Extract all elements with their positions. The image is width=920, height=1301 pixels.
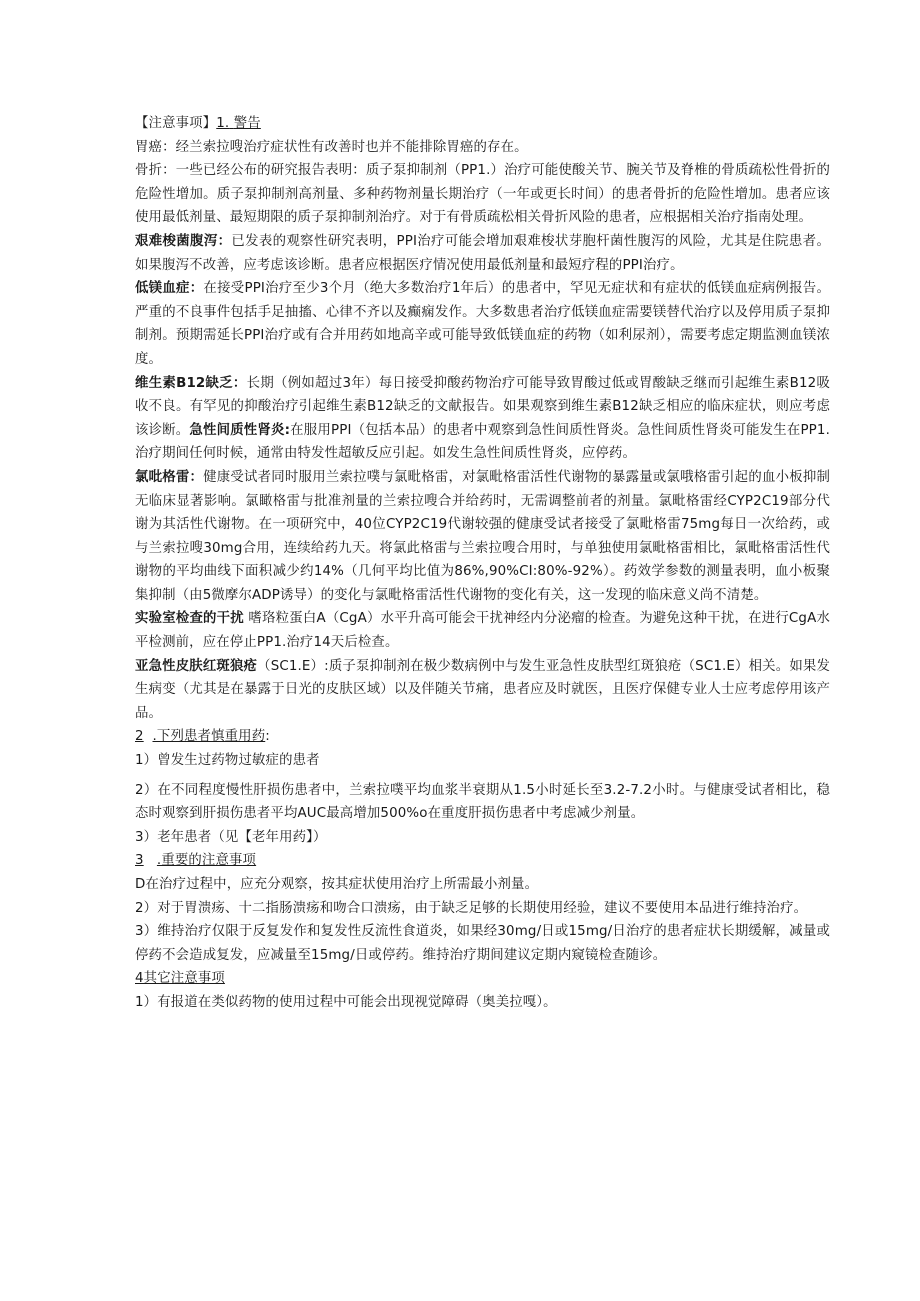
section-4-heading: 4其它注意事项 <box>135 971 225 987</box>
header-prefix: 【注意事项】 <box>135 116 217 131</box>
hypomagnesemia-heading: 低镁血症： <box>135 281 204 297</box>
scle-paragraph <box>135 655 830 726</box>
section-2-title: .下列患者慎重用药 <box>152 729 266 745</box>
scle-text: （SC1.E）:质子泵抑制剂在极少数病例中与发生亚急性皮肤型红斑狼疮（SC1.E）相关。如果发生病变（尤其是在暴露于日光的皮肤区域）以及伴随关节痛，患者应及时就医，且医疗保健专业人士应考虑停用该产品。 <box>135 658 830 721</box>
b12-paragraph <box>135 372 830 466</box>
fracture-paragraph: 骨折：一些已经公布的研究报告表明：质子泵抑制剂（PP1.）治疗可能使酸关节、腕关节及脊椎的骨质疏松性骨折的危险性增加。质子泵抑制剂高剂量、多种药物剂量长期治疗（一年或更长时间）的患者骨折的危险性增加。患者应该使用最低剂量、最短期限的质子泵抑制剂治疗。对于有骨质疏松相关骨折风险的患者，应根据相关治疗指南处理。 <box>135 163 830 226</box>
header-number: 1. <box>216 116 230 131</box>
hypomagnesemia-text: 在接受PPI治疗至少3个月（绝大多数治疗1年后）的患者中，罕见无症状和有症状的低镁血症病例报告。严重的不良事件包括手足抽搐、心律不齐以及癫痫发作。大多数患者治疗低镁血症需要镁替代治疗以及停用质子泵抑制剂。预期需延长PPI治疗或有合并用药如地高辛或可能导致低镁血症的药物（如利尿剂），需要考虑定期监测血镁浓度。 <box>135 281 830 367</box>
list-item: 2）对于胃溃疡、十二指肠溃疡和吻合口溃疡，由于缺乏足够的长期使用经验，建议不要使用本品进行维持治疗。 <box>135 900 808 916</box>
warnings-header <box>135 112 830 136</box>
section-2-heading <box>135 725 830 749</box>
list-item: 3）老年患者（见【老年用药】） <box>135 829 327 845</box>
section-2-colon: : <box>265 729 270 745</box>
lab-heading: 实验室检查的干扰 <box>135 611 244 627</box>
lab-text: 嗜珞粒蛋白A（CgA）水平升高可能会干扰神经内分泌瘤的检查。为避免这种干扰，在进行CgA水平检测前，应在停止PP1.治疗14天后检查。 <box>135 611 830 651</box>
header-title: 警告 <box>233 116 261 131</box>
list-item: 1）曾发生过药物过敏症的患者 <box>135 753 320 769</box>
hypomagnesemia-paragraph <box>135 277 830 371</box>
nephritis-text: 在服用PPI（包括本品）的患者中观察到急性间质性肾炎。急性间质性肾炎可能发生在PP1.治疗期间任何时候，通常由特发性超敏反应引起。如发生急性间质性肾炎，应停药。 <box>135 422 830 462</box>
section-3-number: 3 <box>135 853 144 869</box>
cdiff-heading: 艰难梭菌腹泻： <box>135 233 232 249</box>
cdiff-text: 已发表的观察性研究表明，PPI治疗可能会增加艰难梭状芽胞杆菌性腹泻的风险，尤其是住院患者。如果腹泻不改善，应考虑该诊断。患者应根据医疗情况使用最低剂量和最短疗程的PPI治疗。 <box>135 233 830 273</box>
list-item: 1）有报道在类似药物的使用过程中可能会出现视觉障碍（奥美拉嘎）。 <box>135 994 557 1010</box>
b12-text: 长期（例如超过3年）每日接受抑酸药物治疗可能导致胃酸过低或胃酸缺乏继而引起维生素B12吸收不良。有罕见的抑酸治疗引起维生素B12缺乏的文献报告。如果观察到维生素B12缺乏相应的临床症状，则应考虑该诊断。 <box>135 375 831 438</box>
scle-heading: 亚急性皮肤红斑狼疮 <box>135 658 258 674</box>
clopidogrel-text: 健康受试者同时服用兰索拉噗与氯毗格雷，对氯毗格雷活性代谢物的暴露量或氯哦格雷引起的血小板抑制无临床显著影响。氯瞰格雷与批准剂量的兰索拉嗖合并给药时，无需调整前者的剂量。氯毗格雷经CYP2C19部分代谢为其活性代谢物。在一项研究中，40位CYP2C19代谢较强的健康受试者接受了氯毗格雷75mg每日一次给药，或与兰索拉嗖30mg合用，连续给药九天。将氯此格雷与兰索拉嗖合用时，与单独使用氯毗格雷相比，氯毗格雷活性代谢物的平均曲线下面积减少约14%（几何平均比值为86%,90%CI:80%-92%）。药效学参数的测量表明，血小板聚集抑制（由5微摩尔ADP诱导）的变化与氯毗格雷活性代谢物的变化有关，这一发现的临床意义尚不清楚。 <box>135 469 831 603</box>
list-item: 3）维持治疗仅限于反复发作和复发性反流性食道炎，如果经30mg/日或15mg/日治疗的患者症状长期缓解，减量或停药不会造成复发，应减量至15mg/日或停药。维持治疗期间建议定期内窥镜检查随诊。 <box>135 924 830 963</box>
nephritis-heading: 急性间质性肾炎: <box>189 422 291 438</box>
clopidogrel-heading: 氯吡格雷： <box>135 469 204 485</box>
section-2-number: 2 <box>135 729 144 745</box>
list-item: 2）在不同程度慢性肝损伤患者中，兰索拉噗平均血浆半衰期从1.5小时延长至3.2-7.2小时。与健康受试者相比，稳态时观察到肝损伤患者平均AUC最高增加500%o在重度肝损伤患者中考虑减少剂量。 <box>135 782 830 822</box>
b12-heading: 维生素B12缺乏： <box>135 375 247 391</box>
clopidogrel-paragraph <box>135 466 830 608</box>
cdiff-paragraph <box>135 230 830 277</box>
lab-interference-paragraph <box>135 607 830 654</box>
gastric-cancer-paragraph: 胃癌：经兰索拉嗖治疗症状性有改善时也并不能排除胃癌的存在。 <box>135 139 528 155</box>
section-3-heading <box>135 849 830 873</box>
list-item: D在治疗过程中，应充分观察，按其症状使用治疗上所需最小剂量。 <box>135 877 539 892</box>
document-page <box>135 112 830 1015</box>
section-3-title: .重要的注意事项 <box>156 853 257 869</box>
